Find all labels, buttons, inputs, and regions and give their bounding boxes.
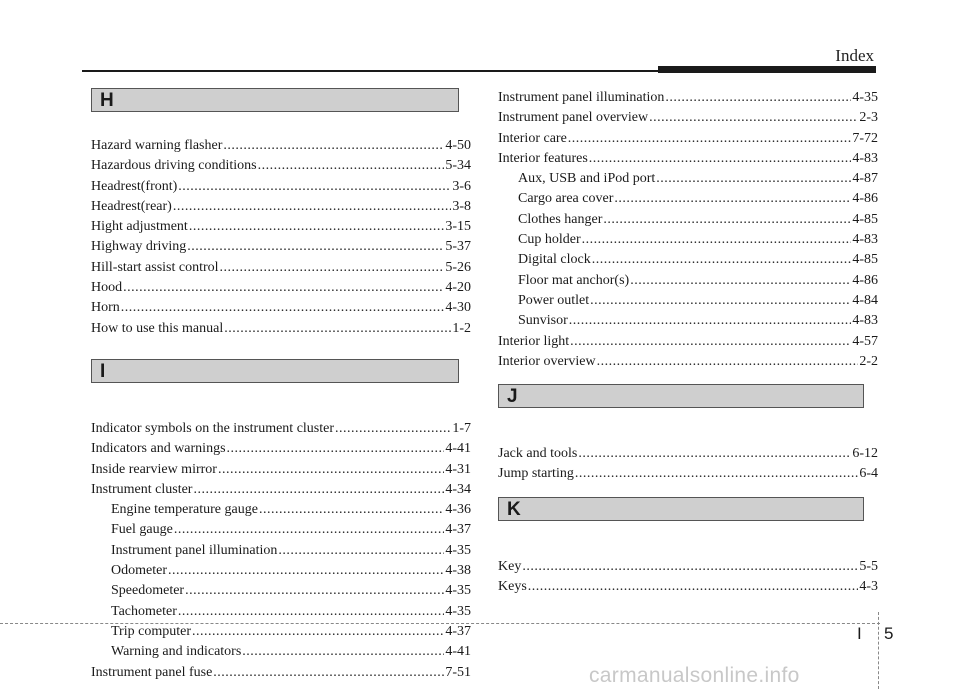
header-rule-accent	[658, 66, 876, 73]
index-entry: Headrest(front) ..... 3-6	[91, 177, 471, 197]
index-entry: Interior features ..... 4-83	[498, 149, 878, 169]
footer-page-number: 5	[884, 624, 894, 643]
index-subentry: Warning and indicators ..... 4-41	[91, 642, 471, 662]
index-subentry: Tachometer ..... 4-35	[91, 602, 471, 622]
section-heading-k: K	[498, 497, 864, 521]
header-title: Index	[835, 46, 874, 65]
index-entry: Key ..... 5-5	[498, 557, 878, 577]
index-entry: Hight adjustment ..... 3-15	[91, 217, 471, 237]
footer-dashed-rule	[0, 623, 880, 624]
index-subentry: Digital clock ..... 4-85	[498, 250, 878, 270]
watermark: carmanualsonline.info	[589, 664, 800, 687]
index-subentry: Power outlet ..... 4-84	[498, 291, 878, 311]
index-entry: How to use this manual ..... 1-2	[91, 319, 471, 339]
section-heading-i: I	[91, 359, 459, 383]
index-entry: Indicators and warnings ..... 4-41	[91, 439, 471, 459]
index-entry: Hazardous driving conditions ..... 5-34	[91, 156, 471, 176]
index-entry: Interior light ..... 4-57	[498, 332, 878, 352]
index-entry: Hill-start assist control ..... 5-26	[91, 258, 471, 278]
index-subentry: Clothes hanger ..... 4-85	[498, 210, 878, 230]
section-heading-j: J	[498, 384, 864, 408]
index-entry: Keys ..... 4-3	[498, 577, 878, 597]
index-entry: Instrument panel overview ..... 2-3	[498, 108, 878, 128]
index-entry: Jump starting ..... 6-4	[498, 464, 878, 484]
index-entry: Highway driving ..... 5-37	[91, 237, 471, 257]
section-heading-h: H	[91, 88, 459, 112]
index-subentry: Engine temperature gauge ..... 4-36	[91, 500, 471, 520]
index-subentry: Cup holder ..... 4-83	[498, 230, 878, 250]
index-subentry: Instrument panel illumination ..... 4-35	[91, 541, 471, 561]
index-subentry: Fuel gauge ..... 4-37	[91, 520, 471, 540]
index-entry: Interior care ..... 7-72	[498, 129, 878, 149]
index-entry: Hood ..... 4-20	[91, 278, 471, 298]
index-subentry: Floor mat anchor(s) ..... 4-86	[498, 271, 878, 291]
index-entry: Instrument cluster ..... 4-34	[91, 480, 471, 500]
index-entry: Horn ..... 4-30	[91, 298, 471, 318]
index-column-left	[91, 88, 471, 683]
index-subentry: Speedometer ..... 4-35	[91, 581, 471, 601]
index-subentry: Aux, USB and iPod port ..... 4-87	[498, 169, 878, 189]
index-entry: Jack and tools ..... 6-12	[498, 444, 878, 464]
footer-section-letter: I	[857, 624, 862, 643]
index-entry: Interior overview ..... 2-2	[498, 352, 878, 372]
index-entry: Indicator symbols on the instrument cluster ..... 1-7	[91, 419, 471, 439]
index-entry: Instrument panel illumination ..... 4-35	[498, 88, 878, 108]
footer-dashed-divider	[878, 612, 879, 689]
index-entry: Hazard warning flasher ..... 4-50	[91, 136, 471, 156]
index-subentry: Trip computer ..... 4-37	[91, 622, 471, 642]
index-entry: Headrest(rear) ..... 3-8	[91, 197, 471, 217]
index-entry: Instrument panel fuse ..... 7-51	[91, 663, 471, 683]
index-entry: Inside rearview mirror ..... 4-31	[91, 460, 471, 480]
index-column-right	[498, 88, 878, 597]
index-subentry: Odometer ..... 4-38	[91, 561, 471, 581]
index-subentry: Sunvisor ..... 4-83	[498, 311, 878, 331]
index-subentry: Cargo area cover ..... 4-86	[498, 189, 878, 209]
